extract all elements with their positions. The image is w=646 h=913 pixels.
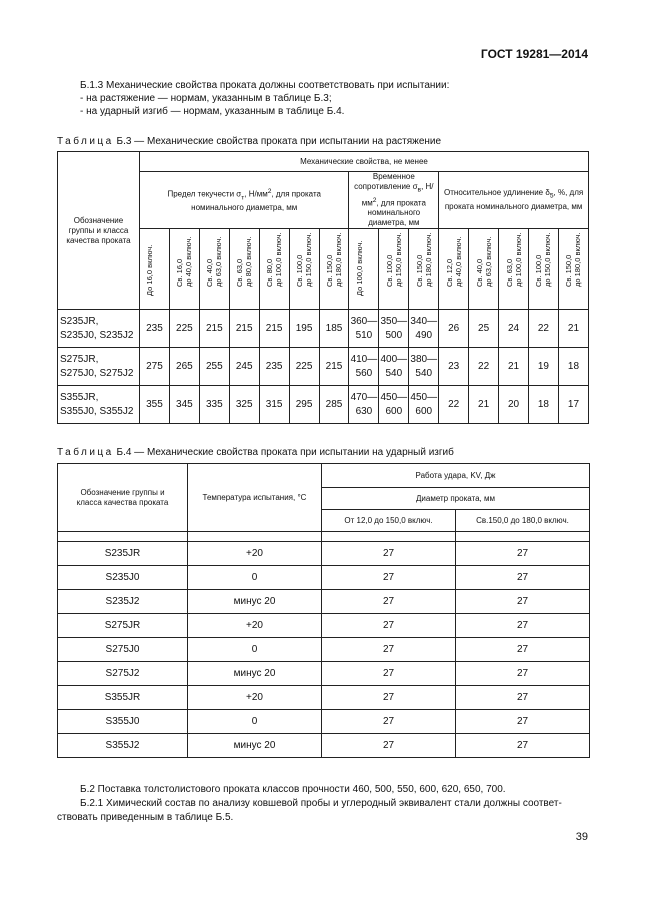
table-b4-caption-text: Б.4 — Механические свойства проката при испытании на ударный изгиб [116, 447, 454, 458]
table-b3-caption-text: Б.3 — Механические свойства проката при испытании на растяжение [116, 136, 442, 147]
impact-value-d1: 27 [322, 638, 456, 662]
table-b4-d1-header: От 12,0 до 150,0 включ. [322, 510, 456, 532]
grade-cell: S275J0 [58, 638, 188, 662]
tensile-value: 380— 540 [409, 348, 439, 386]
grade-cell: S275JR, S275J0, S275J2 [58, 348, 140, 386]
elong-range-1: Св. 12,0 до 40,0 включ. [439, 229, 469, 310]
yield-value: 295 [289, 386, 319, 424]
table-b4-caption-label: Таблица [57, 447, 114, 458]
tensile-value: 410— 560 [349, 348, 379, 386]
tensile-value: 340— 490 [409, 310, 439, 348]
elong-range-2: Св. 40,0 до 63,0 включ. [469, 229, 499, 310]
yield-range-1: До 16,0 включ. [140, 229, 170, 310]
impact-value-d2: 27 [456, 614, 590, 638]
tensile-range-3: Св. 150,0 до 180,0 включ. [409, 229, 439, 310]
table-row [58, 710, 590, 734]
table-b4-work-header: Работа удара, KV, Дж [322, 464, 590, 488]
grade-cell: S355JR, S355J0, S355J2 [58, 386, 140, 424]
yield-value: 285 [319, 386, 349, 424]
grade-cell: S355J2 [58, 734, 188, 758]
tensile-value: 400— 540 [379, 348, 409, 386]
yield-value: 335 [199, 386, 229, 424]
impact-value-d1: 27 [322, 662, 456, 686]
table-row [58, 590, 590, 614]
table-row [58, 566, 590, 590]
impact-value-d2: 27 [456, 686, 590, 710]
grade-cell: S235JR, S235J0, S235J2 [58, 310, 140, 348]
yield-value: 325 [229, 386, 259, 424]
table-b4-diam-header: Диаметр проката, мм [322, 488, 590, 510]
yield-value: 215 [319, 348, 349, 386]
table-b4-group-header: Обозначение группы и класса качества проката [58, 464, 188, 532]
yield-range-5: Св. 80,0 до 100,0 включ. [259, 229, 289, 310]
yield-value: 235 [140, 310, 170, 348]
elongation-value: 21 [499, 348, 529, 386]
yield-value: 235 [259, 348, 289, 386]
temperature-cell: минус 20 [188, 590, 322, 614]
elongation-value: 17 [558, 386, 588, 424]
table-row [58, 542, 590, 566]
impact-value-d2: 27 [456, 638, 590, 662]
elongation-value: 18 [528, 386, 558, 424]
elongation-value: 26 [439, 310, 469, 348]
impact-value-d1: 27 [322, 590, 456, 614]
grade-cell: S235JR [58, 542, 188, 566]
tensile-range-2: Св. 100,0 до 150,0 включ. [379, 229, 409, 310]
impact-value-d2: 27 [456, 662, 590, 686]
yield-value: 265 [169, 348, 199, 386]
table-b3-caption-label: Таблица [57, 136, 114, 147]
elongation-value: 22 [439, 386, 469, 424]
intro-line-1: Б.1.3 Механические свойства проката должны соответствовать при испытании: [80, 80, 450, 91]
elongation-value: 23 [439, 348, 469, 386]
yield-value: 195 [289, 310, 319, 348]
temperature-cell: +20 [188, 614, 322, 638]
yield-range-3: Св. 40,0 до 63,0 включ. [199, 229, 229, 310]
grade-cell: S275J2 [58, 662, 188, 686]
table-row [58, 310, 589, 348]
table-row [58, 386, 589, 424]
table-b3 [57, 151, 589, 424]
elongation-value: 24 [499, 310, 529, 348]
impact-value-d1: 27 [322, 686, 456, 710]
impact-value-d1: 27 [322, 614, 456, 638]
impact-value-d1: 27 [322, 734, 456, 758]
impact-value-d1: 27 [322, 542, 456, 566]
tensile-value: 470— 630 [349, 386, 379, 424]
temperature-cell: +20 [188, 686, 322, 710]
elongation-value: 25 [469, 310, 499, 348]
impact-value-d2: 27 [456, 734, 590, 758]
elongation-value: 19 [528, 348, 558, 386]
temperature-cell: 0 [188, 566, 322, 590]
table-b3-main-header: Механические свойства, не менее [140, 152, 589, 172]
intro-line-3: - на ударный изгиб — нормам, указанным в таблице Б.4. [80, 106, 345, 117]
elong-range-5: Св. 150,0 до 180,0 включ. [558, 229, 588, 310]
grade-cell: S275JR [58, 614, 188, 638]
table-b4 [57, 463, 590, 758]
table-row [58, 614, 590, 638]
table-row [58, 686, 590, 710]
table-b4-d2-header: Св.150,0 до 180,0 включ. [456, 510, 590, 532]
temperature-cell: минус 20 [188, 662, 322, 686]
yield-range-7: Св. 150,0 до 180,0 включ. [319, 229, 349, 310]
temperature-cell: 0 [188, 710, 322, 734]
impact-value-d1: 27 [322, 566, 456, 590]
grade-cell: S355JR [58, 686, 188, 710]
table-row [58, 348, 589, 386]
yield-value: 315 [259, 386, 289, 424]
elongation-value: 22 [528, 310, 558, 348]
temperature-cell: +20 [188, 542, 322, 566]
table-b3-group-header: Обозначение группы и класса качества проката [58, 152, 140, 310]
yield-value: 215 [199, 310, 229, 348]
yield-value: 225 [289, 348, 319, 386]
intro-line-2: - на растяжение — нормам, указанным в таблице Б.3; [80, 93, 332, 104]
elongation-value: 21 [469, 386, 499, 424]
grade-cell: S355J0 [58, 710, 188, 734]
yield-value: 185 [319, 310, 349, 348]
yield-value: 215 [259, 310, 289, 348]
impact-value-d2: 27 [456, 542, 590, 566]
grade-cell: S235J2 [58, 590, 188, 614]
yield-value: 345 [169, 386, 199, 424]
yield-value: 355 [140, 386, 170, 424]
yield-range-2: Св. 16,0 до 40,0 включ. [169, 229, 199, 310]
footer-paragraph-1: Б.2 Поставка толстолистового проката классов прочности 460, 500, 550, 600, 620, 650, 700. [80, 784, 506, 795]
elongation-value: 22 [469, 348, 499, 386]
elong-range-4: Св. 100,0 до 150,0 включ. [528, 229, 558, 310]
tensile-range-1: До 100,0 включ. [349, 229, 379, 310]
yield-value: 255 [199, 348, 229, 386]
page-number: 39 [575, 831, 588, 843]
elongation-value: 21 [558, 310, 588, 348]
elongation-value: 20 [499, 386, 529, 424]
tensile-value: 360— 510 [349, 310, 379, 348]
yield-value: 275 [140, 348, 170, 386]
yield-value: 215 [229, 310, 259, 348]
table-b3-tensile-header: Временное сопротивление $\sigma_в$, $Н/мм^2$, для проката номинального диаметра, мм [349, 172, 439, 229]
footer-text [57, 783, 597, 825]
table-b3-yield-header: Предел текучести $\sigma_т$, $Н/мм^2$, для проката номинального диаметра, мм [140, 172, 349, 229]
impact-value-d2: 27 [456, 566, 590, 590]
tensile-value: 450— 600 [379, 386, 409, 424]
impact-value-d2: 27 [456, 710, 590, 734]
temperature-cell: 0 [188, 638, 322, 662]
document-id: ГОСТ 19281—2014 [480, 47, 588, 61]
impact-value-d1: 27 [322, 710, 456, 734]
elong-range-3: Св. 63,0 до 100,0 включ. [499, 229, 529, 310]
tensile-value: 450— 600 [409, 386, 439, 424]
tensile-value: 350— 500 [379, 310, 409, 348]
footer-paragraph-2a: Б.2.1 Химический состав по анализу ковшевой пробы и углеродный эквивалент стали должны соответ- [80, 798, 562, 809]
temperature-cell: минус 20 [188, 734, 322, 758]
yield-range-6: Св. 100,0 до 150,0 включ. [289, 229, 319, 310]
table-row [58, 734, 590, 758]
table-b3-elong-header: Относительное удлинение $\delta_5$, %, для проката номинального диаметра, мм [439, 172, 589, 229]
yield-range-4: Св. 63,0 до 80,0 включ. [229, 229, 259, 310]
table-b4-temp-header: Температура испытания, °С [188, 464, 322, 532]
impact-value-d2: 27 [456, 590, 590, 614]
footer-paragraph-2b: ствовать приведенным в таблице Б.5. [57, 812, 234, 823]
yield-value: 245 [229, 348, 259, 386]
table-row [58, 662, 590, 686]
table-b3-caption [57, 136, 441, 147]
grade-cell: S235J0 [58, 566, 188, 590]
elongation-value: 18 [558, 348, 588, 386]
yield-value: 225 [169, 310, 199, 348]
table-row [58, 638, 590, 662]
table-b4-caption [57, 447, 454, 458]
intro-paragraph [80, 79, 449, 118]
